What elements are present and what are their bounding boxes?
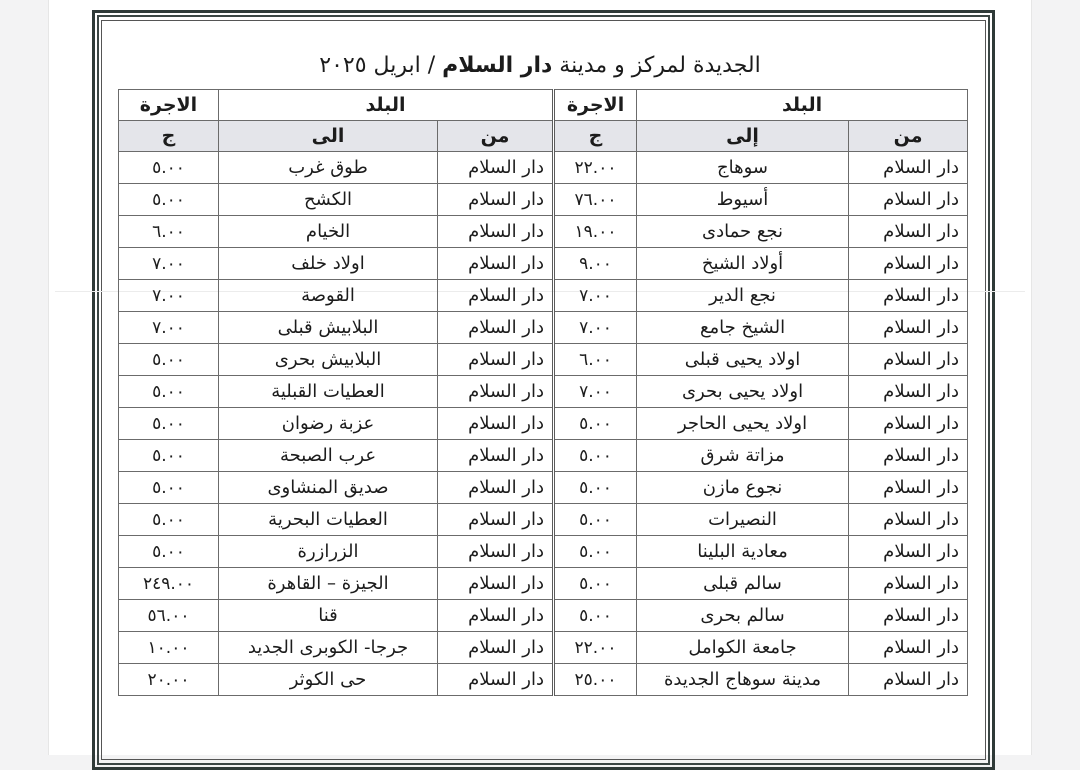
cell-to-right: اولاد يحيى الحاجر xyxy=(637,408,849,440)
table-row xyxy=(119,408,968,440)
subheader-from-right: من xyxy=(849,121,968,152)
table-row xyxy=(119,440,968,472)
title-date: / ابريل ٢٠٢٥ xyxy=(319,53,436,78)
cell-from-right: دار السلام xyxy=(849,248,968,280)
cell-to-right: نجع الدير xyxy=(637,280,849,312)
cell-fee-left: ٢٠.٠٠ xyxy=(119,664,219,696)
table-row xyxy=(119,152,968,184)
cell-to-left: الجيزة – القاهرة xyxy=(219,568,438,600)
cell-from-right: دار السلام xyxy=(849,408,968,440)
fare-table xyxy=(118,89,968,696)
subheader-currency-left: ج xyxy=(119,121,219,152)
cell-from-left: دار السلام xyxy=(438,408,554,440)
cell-to-left: حى الكوثر xyxy=(219,664,438,696)
table-row xyxy=(119,216,968,248)
table-subheader-row xyxy=(119,121,968,152)
cell-from-right: دار السلام xyxy=(849,216,968,248)
cell-fee-right: ٥.٠٠ xyxy=(554,536,637,568)
table-row xyxy=(119,248,968,280)
table-row xyxy=(119,184,968,216)
cell-to-right: أولاد الشيخ xyxy=(637,248,849,280)
cell-to-right: نجع حمادى xyxy=(637,216,849,248)
cell-fee-left: ٥.٠٠ xyxy=(119,504,219,536)
cell-from-left: دار السلام xyxy=(438,664,554,696)
cell-from-right: دار السلام xyxy=(849,600,968,632)
cell-fee-left: ٧.٠٠ xyxy=(119,248,219,280)
table-row xyxy=(119,568,968,600)
cell-from-right: دار السلام xyxy=(849,440,968,472)
cell-fee-right: ٧.٠٠ xyxy=(554,280,637,312)
cell-to-left: الخيام xyxy=(219,216,438,248)
cell-fee-left: ٢٤٩.٠٠ xyxy=(119,568,219,600)
cell-to-right: نجوع مازن xyxy=(637,472,849,504)
cell-to-left: اولاد خلف xyxy=(219,248,438,280)
cell-from-left: دار السلام xyxy=(438,376,554,408)
cell-to-right: مزاتة شرق xyxy=(637,440,849,472)
cell-from-right: دار السلام xyxy=(849,312,968,344)
cell-to-right: اولاد يحيى قبلى xyxy=(637,344,849,376)
cell-from-left: دار السلام xyxy=(438,216,554,248)
cell-from-left: دار السلام xyxy=(438,280,554,312)
cell-from-left: دار السلام xyxy=(438,152,554,184)
cell-from-right: دار السلام xyxy=(849,632,968,664)
cell-from-left: دار السلام xyxy=(438,472,554,504)
cell-fee-right: ٥.٠٠ xyxy=(554,472,637,504)
cell-to-right: معادية البلينا xyxy=(637,536,849,568)
cell-fee-right: ٥.٠٠ xyxy=(554,408,637,440)
cell-from-left: دار السلام xyxy=(438,600,554,632)
cell-to-left: طوق غرب xyxy=(219,152,438,184)
cell-to-left: البلابيش قبلى xyxy=(219,312,438,344)
subheader-to-right: إلى xyxy=(637,121,849,152)
cell-to-right: اولاد يحيى بحرى xyxy=(637,376,849,408)
cell-from-left: دار السلام xyxy=(438,632,554,664)
cell-from-right: دار السلام xyxy=(849,344,968,376)
table-row xyxy=(119,504,968,536)
cell-from-right: دار السلام xyxy=(849,280,968,312)
cell-fee-right: ٧٦.٠٠ xyxy=(554,184,637,216)
cell-from-right: دار السلام xyxy=(849,152,968,184)
table-row xyxy=(119,536,968,568)
subheader-from-left: من xyxy=(438,121,554,152)
cell-fee-left: ٧.٠٠ xyxy=(119,312,219,344)
cell-from-left: دار السلام xyxy=(438,440,554,472)
cell-from-left: دار السلام xyxy=(438,568,554,600)
cell-fee-right: ٥.٠٠ xyxy=(554,600,637,632)
cell-from-left: دار السلام xyxy=(438,248,554,280)
cell-fee-left: ٥.٠٠ xyxy=(119,472,219,504)
cell-from-right: دار السلام xyxy=(849,504,968,536)
cell-fee-right: ١٩.٠٠ xyxy=(554,216,637,248)
cell-fee-left: ٥.٠٠ xyxy=(119,376,219,408)
cell-to-left: الزرازرة xyxy=(219,536,438,568)
cell-fee-right: ٧.٠٠ xyxy=(554,376,637,408)
title-prefix: الجديدة لمركز و مدينة xyxy=(559,53,761,78)
cell-from-left: دار السلام xyxy=(438,184,554,216)
cell-fee-left: ٥.٠٠ xyxy=(119,184,219,216)
header-fee-right: الاجرة xyxy=(554,90,637,121)
cell-to-left: قنا xyxy=(219,600,438,632)
cell-fee-left: ٥.٠٠ xyxy=(119,440,219,472)
cell-fee-right: ٥.٠٠ xyxy=(554,440,637,472)
table-row xyxy=(119,280,968,312)
table-row xyxy=(119,600,968,632)
table-row xyxy=(119,664,968,696)
cell-fee-left: ١٠.٠٠ xyxy=(119,632,219,664)
cell-to-left: صديق المنشاوى xyxy=(219,472,438,504)
table-row xyxy=(119,376,968,408)
cell-to-left: جرجا- الكوبرى الجديد xyxy=(219,632,438,664)
cell-from-right: دار السلام xyxy=(849,472,968,504)
cell-fee-left: ٥.٠٠ xyxy=(119,536,219,568)
cell-to-left: عرب الصبحة xyxy=(219,440,438,472)
cell-to-left: العطيات البحرية xyxy=(219,504,438,536)
cell-to-right: أسيوط xyxy=(637,184,849,216)
cell-to-left: عزبة رضوان xyxy=(219,408,438,440)
cell-to-right: جامعة الكوامل xyxy=(637,632,849,664)
cell-from-right: دار السلام xyxy=(849,376,968,408)
cell-to-right: سالم قبلى xyxy=(637,568,849,600)
table-row xyxy=(119,312,968,344)
title-city: دار السلام xyxy=(442,53,553,78)
subheader-currency-right: ج xyxy=(554,121,637,152)
cell-fee-right: ٢٥.٠٠ xyxy=(554,664,637,696)
table-header-row xyxy=(119,90,968,121)
cell-fee-left: ٥.٠٠ xyxy=(119,344,219,376)
cell-fee-left: ٧.٠٠ xyxy=(119,280,219,312)
cell-to-right: سوهاج xyxy=(637,152,849,184)
cell-to-right: مدينة سوهاج الجديدة xyxy=(637,664,849,696)
cell-fee-right: ٥.٠٠ xyxy=(554,504,637,536)
subheader-to-left: الى xyxy=(219,121,438,152)
cell-to-right: سالم بحرى xyxy=(637,600,849,632)
cell-from-left: دار السلام xyxy=(438,312,554,344)
cell-fee-right: ٥.٠٠ xyxy=(554,568,637,600)
cell-to-right: الشيخ جامع xyxy=(637,312,849,344)
cell-from-left: دار السلام xyxy=(438,344,554,376)
cell-fee-left: ٦.٠٠ xyxy=(119,216,219,248)
cell-to-left: الكشح xyxy=(219,184,438,216)
cell-to-left: القوصة xyxy=(219,280,438,312)
cell-from-right: دار السلام xyxy=(849,568,968,600)
cell-from-left: دار السلام xyxy=(438,536,554,568)
cell-to-left: البلابيش بحرى xyxy=(219,344,438,376)
table-row xyxy=(119,472,968,504)
cell-to-right: النصيرات xyxy=(637,504,849,536)
table-row xyxy=(119,344,968,376)
cell-fee-right: ٢٢.٠٠ xyxy=(554,152,637,184)
cell-fee-left: ٥.٠٠ xyxy=(119,152,219,184)
header-town-left: البلد xyxy=(219,90,554,121)
cell-to-left: العطيات القبلية xyxy=(219,376,438,408)
cell-fee-right: ٦.٠٠ xyxy=(554,344,637,376)
cell-fee-left: ٥٦.٠٠ xyxy=(119,600,219,632)
header-fee-left: الاجرة xyxy=(119,90,219,121)
cell-from-left: دار السلام xyxy=(438,504,554,536)
cell-from-right: دار السلام xyxy=(849,664,968,696)
cell-from-right: دار السلام xyxy=(849,536,968,568)
cell-fee-right: ٧.٠٠ xyxy=(554,312,637,344)
document-title xyxy=(230,48,850,84)
cell-from-right: دار السلام xyxy=(849,184,968,216)
cell-fee-right: ٩.٠٠ xyxy=(554,248,637,280)
header-town-right: البلد xyxy=(637,90,968,121)
cell-fee-left: ٥.٠٠ xyxy=(119,408,219,440)
cell-fee-right: ٢٢.٠٠ xyxy=(554,632,637,664)
table-row xyxy=(119,632,968,664)
